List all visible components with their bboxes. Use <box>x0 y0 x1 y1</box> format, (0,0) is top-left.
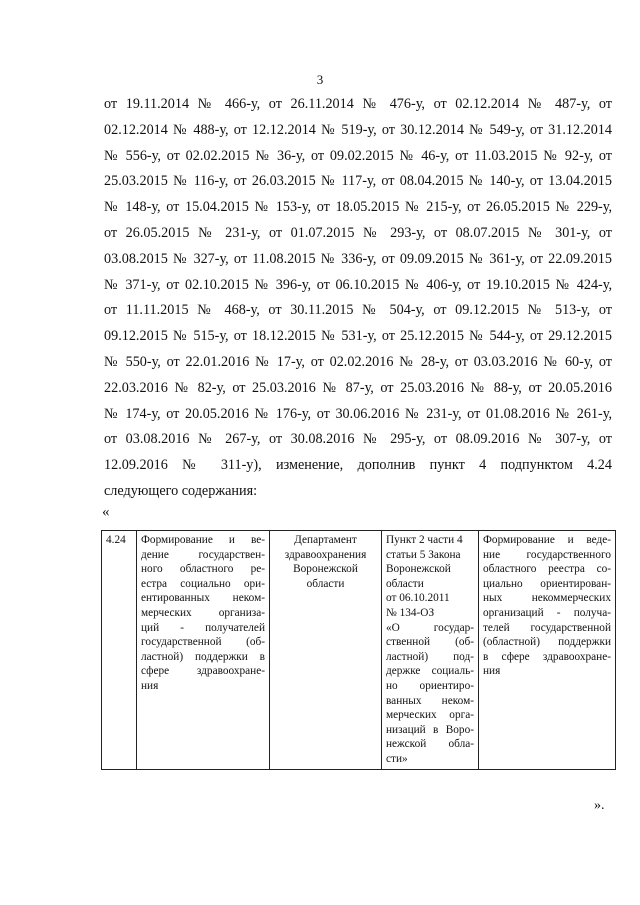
legal-basis-line: сти» <box>386 752 408 765</box>
amendment-table <box>101 530 616 770</box>
paragraph-line: 09.12.2015 № 515-у, от 18.12.2015 № 531-у, от 25.12.2015 № 544-у, от 29.12.2015 <box>104 328 612 345</box>
executor-line: здравоохранения <box>284 548 367 561</box>
legal-basis-line: но ориентиро- <box>386 679 474 692</box>
result-line: (областной) поддержки <box>483 636 611 649</box>
legal-basis-line: ластной) под- <box>386 650 474 663</box>
result-line: Формирование и веде- <box>483 534 611 546</box>
paragraph-line: № 174-у, от 20.05.2016 № 176-у, от 30.06.2016 № 231-у, от 01.08.2016 № 261-у, <box>104 405 612 422</box>
item-name-line: естра социально ори- <box>141 577 265 590</box>
executor-line: Департамент <box>294 534 357 546</box>
legal-basis-line: мерческих орга- <box>386 709 474 722</box>
legal-basis-line: № 134-ОЗ <box>386 606 435 619</box>
paragraph-line: № 371-у, от 02.10.2015 № 396-у, от 06.10.2015 № 406-у, от 19.10.2015 № 424-у, <box>104 276 612 293</box>
legal-basis-line: ванных неком- <box>386 694 474 707</box>
amendment-paragraph <box>104 92 612 505</box>
paragraph-line: № 148-у, от 15.04.2015 № 153-у, от 18.05.2015 № 215-у, от 26.05.2015 № 229-у, <box>104 199 612 216</box>
paragraph-line: 12.09.2016 № 311-у), изменение, дополнив пункт 4 подпунктом 4.24 <box>104 457 612 474</box>
legal-basis-line: Пункт 2 части 4 <box>386 534 463 546</box>
item-name-line: мерческих организа- <box>141 606 265 619</box>
legal-basis-cell <box>382 531 479 770</box>
item-name-cell <box>137 531 270 770</box>
paragraph-line: от 11.11.2015 № 468-у, от 30.11.2015 № 504-у, от 09.12.2015 № 513-у, от <box>104 302 612 319</box>
legal-basis-line: Воронежской <box>386 563 451 576</box>
result-line: циально ориентирован- <box>483 577 611 590</box>
item-name-line: дение государствен- <box>141 548 265 561</box>
legal-basis-line: области <box>386 577 424 590</box>
paragraph-line: 03.08.2015 № 327-у, от 11.08.2015 № 336-у, от 09.09.2015 № 361-у, от 22.09.2015 <box>104 250 612 267</box>
paragraph-line: 02.12.2014 № 488-у, от 12.12.2014 № 519-у, от 30.12.2014 № 549-у, от 31.12.2014 <box>104 121 612 138</box>
closing-quote: ». <box>594 798 605 813</box>
item-name-line: ций - получателей <box>141 621 265 634</box>
item-name-line: ния <box>141 679 159 692</box>
legal-basis-line: нежской обла- <box>386 738 474 751</box>
paragraph-line: от 26.05.2015 № 231-у, от 01.07.2015 № 293-у, от 08.07.2015 № 301-у, от <box>104 224 612 241</box>
paragraph-line: следующего содержания: <box>104 482 258 499</box>
page-number: 3 <box>316 72 324 87</box>
legal-basis-line: ственной (об- <box>386 636 474 649</box>
executor-line: области <box>306 577 345 590</box>
item-name-line: ентированных неком- <box>141 592 265 605</box>
paragraph-line: 25.03.2015 № 116-у, от 26.03.2015 № 117-у, от 08.04.2015 № 140-у, от 13.04.2015 <box>104 173 612 190</box>
paragraph-line: № 550-у, от 22.01.2016 № 17-у, от 02.02.2016 № 28-у, от 03.03.2016 № 60-у, от <box>104 353 612 370</box>
item-number-cell <box>102 531 137 770</box>
item-name-line: ного областного ре- <box>141 563 265 576</box>
item-name-line: сфере здравоохране- <box>141 665 265 678</box>
executor-cell <box>270 531 382 770</box>
item-name-line: государственной (об- <box>141 636 265 649</box>
result-line: организаций - получа- <box>483 606 611 619</box>
legal-basis-line: низаций в Воро- <box>386 723 474 736</box>
legal-basis-line: статьи 5 Закона <box>386 548 461 561</box>
paragraph-line: 22.03.2016 № 82-у, от 25.03.2016 № 87-у, от 25.03.2016 № 88-у, от 20.05.2016 <box>104 379 612 396</box>
result-line: ние государственного <box>483 548 611 561</box>
result-cell <box>479 531 616 770</box>
item-name-line: ластной) поддержки в <box>141 650 265 663</box>
item-number: 4.24 <box>106 534 126 546</box>
executor-line: Воронежской <box>293 563 358 576</box>
table-row <box>102 531 616 770</box>
opening-quote: « <box>102 504 110 520</box>
result-line: в сфере здравоохране- <box>483 650 611 663</box>
result-line: ния <box>483 665 501 678</box>
paragraph-line: от 03.08.2016 № 267-у, от 30.08.2016 № 295-у, от 08.09.2016 № 307-у, от <box>104 431 612 448</box>
legal-basis-line: держке социаль- <box>386 665 474 678</box>
result-line: телей государственной <box>483 621 611 634</box>
item-name-line: Формирование и ве- <box>141 534 265 546</box>
result-line: ных некоммерческих <box>483 592 611 605</box>
paragraph-line: от 19.11.2014 № 466-у, от 26.11.2014 № 476-у, от 02.12.2014 № 487-у, от <box>104 96 612 112</box>
legal-basis-line: «О государ- <box>386 621 474 634</box>
paragraph-line: № 556-у, от 02.02.2015 № 36-у, от 09.02.2015 № 46-у, от 11.03.2015 № 92-у, от <box>104 147 612 164</box>
legal-basis-line: от 06.10.2011 <box>386 592 450 605</box>
result-line: областного реестра со- <box>483 563 611 576</box>
